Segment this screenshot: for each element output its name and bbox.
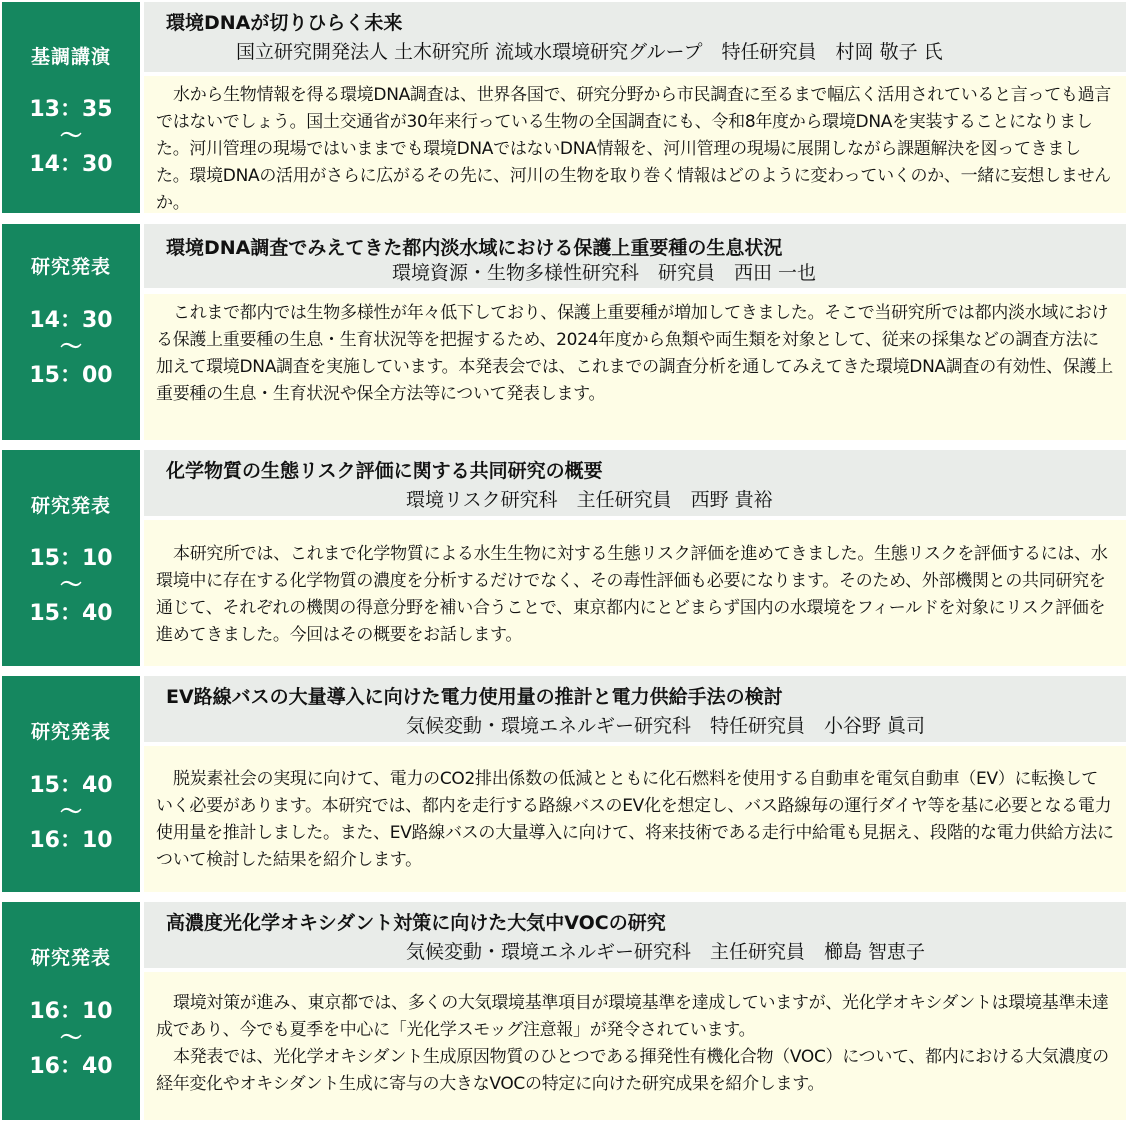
session-presentation [2, 676, 1126, 892]
session-abstract [144, 294, 1126, 440]
session-type-label: 研究発表 [30, 256, 111, 278]
session-title: 環境DNA調査でみえてきた都内淡水域における保護上重要種の生息状況 [166, 237, 783, 259]
session-time-start: 15：10 [29, 546, 113, 571]
session-title: 環境DNAが切りひらく未来 [166, 12, 403, 34]
session-speaker: 国立研究開発法人 土木研究所 流域水環境研究グループ 特任研究員 村岡 敬子 氏 [236, 41, 943, 63]
session-header [144, 902, 1126, 968]
session-time-start: 16：10 [29, 999, 113, 1024]
session-speaker: 気候変動・環境エネルギー研究科 主任研究員 櫛島 智恵子 [406, 941, 926, 963]
session-title: EV路線バスの大量導入に向けた電力使用量の推計と電力供給手法の検討 [166, 686, 783, 708]
session-time-start: 14：30 [29, 308, 113, 333]
session-time-separator: 〜 [59, 573, 82, 598]
session-speaker: 環境リスク研究科 主任研究員 西野 貴裕 [406, 489, 773, 511]
session-time-end: 15：40 [29, 601, 113, 626]
abstract-paragraph: 環境対策が進み、東京都では、多くの大気環境基準項目が環境基準を達成していますが、光化学オキシダントは環境基準未達成であり、今でも夏季を中心に「光化学スモッグ注意報」が発令されています。 [156, 993, 1109, 1040]
session-type-label: 研究発表 [30, 495, 111, 517]
session-sidebar [2, 2, 140, 213]
session-presentation [2, 450, 1126, 666]
session-header [144, 224, 1126, 288]
session-time-end: 14：30 [29, 152, 113, 177]
session-header [144, 676, 1126, 742]
session-sidebar [2, 224, 140, 440]
session-abstract [144, 972, 1126, 1120]
session-type-label: 研究発表 [30, 947, 111, 969]
session-abstract [144, 746, 1126, 892]
session-title: 高濃度光化学オキシダント対策に向けた大気中VOCの研究 [166, 912, 666, 934]
abstract-paragraph: 脱炭素社会の実現に向けて、電力のCO2排出係数の低減とともに化石燃料を使用する自動車を電気自動車（EV）に転換していく必要があります。本研究では、都内を走行する路線バスのEV化を想定し、バス路線毎の運行ダイヤ等を基に必要となる電力使用量を推計しました。また、EV路線バスの大量導入に向けて、将来技術である走行中給電も見据え、段階的な電力供給方法について検討した結果を紹介します。 [156, 769, 1114, 870]
session-type-label: 研究発表 [30, 721, 111, 743]
session-abstract [144, 76, 1126, 213]
abstract-paragraph: 水から生物情報を得る環境DNA調査は、世界各国で、研究分野から市民調査に至るまで幅広く活用されていると言っても過言ではないでしょう。国土交通省が30年来行っている生物の全国調査にも、令和8年度から環境DNAを実装することになりました。河川管理の現場ではいままでも環境DNAではないDNA情報を、河川管理の現場に展開しながら課題解決を図ってきました。環境DNAの活用がさらに広がるその先に、河川の生物を取り巻く情報はどのように変わっていくのか、一緒に妄想しませんか。 [156, 85, 1111, 213]
session-type-label: 基調講演 [30, 46, 111, 68]
session-time-start: 15：40 [29, 773, 113, 798]
session-time-end: 16：10 [29, 828, 113, 853]
session-sidebar [2, 676, 140, 892]
session-speaker: 環境資源・生物多様性研究科 研究員 西田 一也 [392, 262, 817, 284]
session-time-end: 16：40 [29, 1054, 113, 1079]
session-header [144, 2, 1126, 72]
session-time-end: 15：00 [29, 363, 113, 388]
abstract-paragraph: これまで都内では生物多様性が年々低下しており、保護上重要種が増加してきました。そこで当研究所では都内淡水域における保護上重要種の生息・生育状況等を把握するため、2024年度から魚類や両生類を対象として、従来の採集などの調査方法に加えて環境DNA調査を実施しています。本発表会では、これまでの調査分析を通してみえてきた環境DNA調査の有効性、保護上重要種の生息・生育状況や保全方法等について発表します。 [156, 303, 1113, 404]
session-title: 化学物質の生態リスク評価に関する共同研究の概要 [166, 460, 603, 482]
session-time-separator: 〜 [59, 124, 82, 149]
abstract-paragraph: 本研究所では、これまで化学物質による水生生物に対する生態リスク評価を進めてきました。生態リスクを評価するには、水環境中に存在する化学物質の濃度を分析するだけでなく、その毒性評価も必要になります。そのため、外部機関との共同研究を通じて、それぞれの機関の得意分野を補い合うことで、東京都内にとどまらず国内の水環境をフィールドを対象にリスク評価を進めてきました。今回はその概要をお話します。 [156, 544, 1108, 645]
session-header [144, 450, 1126, 516]
session-time-separator: 〜 [59, 335, 82, 360]
session-sidebar [2, 902, 140, 1120]
abstract-paragraph: 本発表では、光化学オキシダント生成原因物質のひとつである揮発性有機化合物（VOC）について、都内における大気濃度の経年変化やオキシダント生成に寄与の大きなVOCの特定に向けた研究成果を紹介します。 [156, 1047, 1109, 1094]
session-speaker: 気候変動・環境エネルギー研究科 特任研究員 小谷野 眞司 [406, 715, 926, 737]
session-time-start: 13：35 [29, 97, 113, 122]
session-sidebar [2, 450, 140, 666]
session-abstract [144, 520, 1126, 666]
session-time-separator: 〜 [59, 1026, 82, 1051]
session-time-separator: 〜 [59, 800, 82, 825]
session-presentation [2, 902, 1126, 1120]
session-keynote [2, 2, 1126, 213]
session-presentation [2, 224, 1126, 440]
